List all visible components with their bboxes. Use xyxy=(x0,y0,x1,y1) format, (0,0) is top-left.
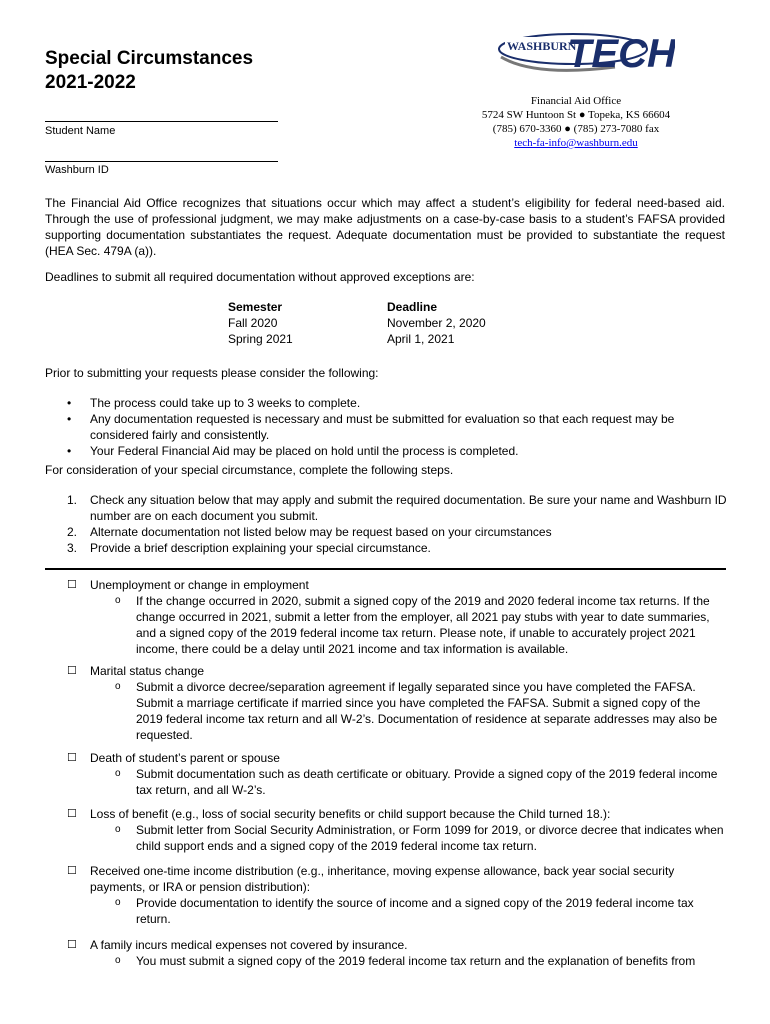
page-title xyxy=(45,47,253,95)
situation-detail: Submit letter from Social Security Administration, or Form 1099 for 2019, or divorce decree that indicates when child support ends and a signed copy of the 2019 federal income tax return. xyxy=(136,823,724,853)
situation-detail: Provide documentation to identify the source of income and a signed copy of the 2019 federal income tax return. xyxy=(136,896,694,926)
bullet-icon: • xyxy=(67,396,72,410)
situation-unemployment xyxy=(45,577,727,657)
office-phone: (785) 670-3360 ● (785) 273-7080 fax xyxy=(492,123,660,135)
list-item: • The process could take up to 3 weeks to complete. xyxy=(67,396,361,410)
sub-bullet-icon: o xyxy=(115,955,121,966)
checkbox-icon[interactable]: ☐ xyxy=(67,752,77,764)
table-cell: November 2, 2020 xyxy=(387,316,486,330)
table-cell: April 1, 2021 xyxy=(387,332,455,346)
table-cell: Spring 2021 xyxy=(228,332,293,346)
situation-title: Marital status change xyxy=(90,664,205,678)
office-name: Financial Aid Office xyxy=(530,95,622,107)
list-item: • Any documentation requested is necessary and must be submitted for evaluation so that each request may be considered fairly and consistently. xyxy=(67,412,675,442)
situation-title: Received one-time income distribution (e.g., inheritance, moving expense allowance, back year social security payments, or IRA or pension distribution): xyxy=(90,864,675,894)
sub-bullet-icon: o xyxy=(115,824,121,835)
sub-bullet-icon: o xyxy=(115,681,121,692)
section-divider xyxy=(45,568,726,570)
situation-loss-of-benefit xyxy=(45,806,727,854)
bullet-icon: • xyxy=(67,444,72,458)
office-contact xyxy=(460,94,692,150)
list-item: 3. Provide a brief description explaining your special circumstance. xyxy=(67,541,431,555)
student-name-line[interactable] xyxy=(45,121,278,122)
office-address: 5724 SW Huntoon St ● Topeka, KS 66604 xyxy=(481,109,671,121)
sub-bullet-icon: o xyxy=(115,768,121,779)
table-cell: Fall 2020 xyxy=(228,316,278,330)
list-item: 2. Alternate documentation not listed below may be request based on your circumstances xyxy=(67,525,552,539)
checkbox-icon[interactable]: ☐ xyxy=(67,665,77,677)
deadlines-intro: Deadlines to submit all required documentation without approved exceptions are: xyxy=(45,270,475,284)
situation-detail: You must submit a signed copy of the 2019 federal income tax return and the explanation of benefits from xyxy=(136,954,696,968)
prior-intro: Prior to submitting your requests please consider the following: xyxy=(45,366,379,380)
intro-paragraph: The Financial Aid Office recognizes that situations occur which may affect a student’s eligibility for federal need-based aid. Through the use of professional judgment, we may make adjustments on a case-by-case basis to a student’s FAFSA provided supporting documentation substantiates the request. Adequate documentation must be provided to substantiate the request (HEA Sec. 479A (a)). xyxy=(45,196,725,258)
deadline-header: Deadline xyxy=(387,300,438,314)
steps-intro: For consideration of your special circumstance, complete the following steps. xyxy=(45,463,454,477)
situation-medical-expenses xyxy=(45,937,727,969)
washburn-id-label: Washburn ID xyxy=(45,164,109,176)
situation-detail: Submit a divorce decree/separation agreement if legally separated since you have completed the FAFSA. Submit a marriage certificate if married since you have completed the FAFSA. Submit a signed copy of the 2019 federal income tax return and all W-2’s. Documentation of residence at separate addresses may also be requested. xyxy=(136,680,718,742)
situation-detail: If the change occurred in 2020, submit a signed copy of the 2019 and 2020 federal income tax returns. If the change occurred in 2021, submit a letter from the employer, all 2021 pay stubs with year to date summaries, and a signed copy of the 2019 federal income tax return. Please note, if unable to accurately project 2021 income, there could be a delay until 2021 income and tax information is available. xyxy=(136,594,710,656)
sub-bullet-icon: o xyxy=(115,897,121,908)
situation-title: Death of student’s parent or spouse xyxy=(90,751,280,765)
list-item: • Your Federal Financial Aid may be placed on hold until the process is completed. xyxy=(67,444,519,458)
washburn-tech-logo xyxy=(495,27,675,87)
logo-tech-text: TECH xyxy=(567,32,675,76)
situation-title: A family incurs medical expenses not covered by insurance. xyxy=(90,938,408,952)
office-email-link[interactable]: tech-fa-info@washburn.edu xyxy=(514,137,638,149)
student-name-label: Student Name xyxy=(45,125,116,137)
list-item: 1. Check any situation below that may apply and submit the required documentation. Be sure your name and Washburn ID number are on each document you submit. xyxy=(67,493,727,523)
title-line-2: 2021-2022 xyxy=(45,72,136,93)
checkbox-icon[interactable]: ☐ xyxy=(67,865,77,877)
washburn-id-line[interactable] xyxy=(45,161,278,162)
checkbox-icon[interactable]: ☐ xyxy=(67,939,77,951)
situation-one-time-income xyxy=(45,863,727,927)
semester-header: Semester xyxy=(228,300,283,314)
sub-bullet-icon: o xyxy=(115,595,121,606)
situation-title: Loss of benefit (e.g., loss of social security benefits or child support because the Child turned 18.): xyxy=(90,807,611,821)
checkbox-icon[interactable]: ☐ xyxy=(67,579,77,591)
situation-title: Unemployment or change in employment xyxy=(90,578,309,592)
steps-list xyxy=(45,492,727,556)
considerations-list xyxy=(45,395,727,459)
title-line-1: Special Circumstances xyxy=(45,48,254,69)
bullet-icon: • xyxy=(67,412,72,426)
situation-death xyxy=(45,750,727,798)
checkbox-icon[interactable]: ☐ xyxy=(67,808,77,820)
logo-washburn-text: WASHBURN xyxy=(507,39,577,53)
situation-detail: Submit documentation such as death certificate or obituary. Provide a signed copy of the 2019 federal income tax return, and all W-2’s. xyxy=(136,767,718,797)
situation-marital-status xyxy=(45,663,727,743)
